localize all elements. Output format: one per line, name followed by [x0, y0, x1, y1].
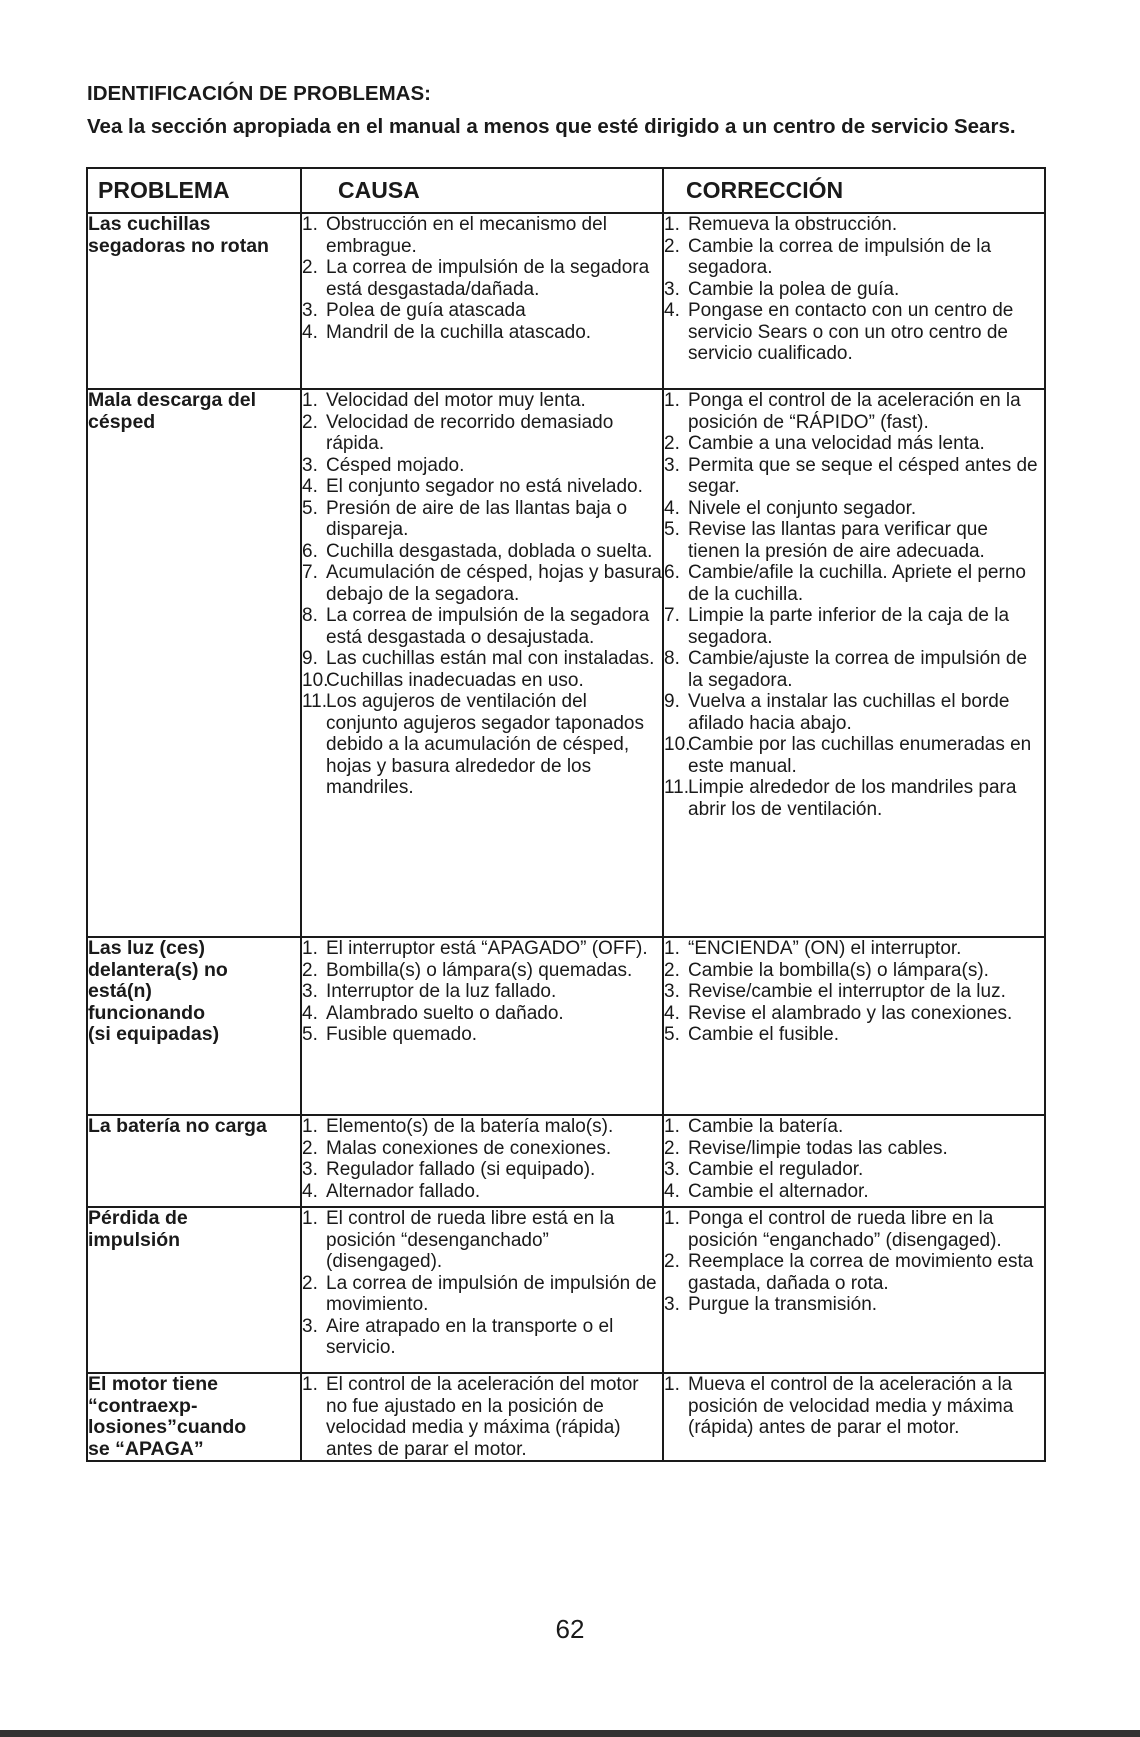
item-text: Cambie el fusible. — [688, 1024, 840, 1045]
item-text: Cambie la batería. — [688, 1116, 844, 1137]
correction-cell — [663, 213, 1045, 389]
correction-item — [664, 938, 1044, 960]
item-number: 3. — [302, 454, 318, 476]
item-text: Cuchilla desgastada, doblada o suelta. — [326, 540, 653, 562]
page-number: 62 — [555, 1614, 585, 1644]
item-text: Vuelva a instalar las cuchillas el borde afilado hacia abajo. — [688, 691, 1010, 734]
cause-item — [302, 1116, 662, 1138]
correction-cell — [663, 1207, 1045, 1373]
item-number: 7. — [302, 562, 318, 583]
cause-item — [302, 390, 662, 412]
item-number: 1. — [664, 214, 680, 235]
item-text: Reemplace la correa de movimiento esta gastada, dañada o rota. — [688, 1251, 1034, 1294]
item-text: Purgue la transmisión. — [688, 1294, 878, 1315]
item-text: La correa de impulsión de la segadora está desgastada/dañada. — [326, 257, 650, 300]
column-header-correction: CORRECCIÓN — [663, 168, 1045, 213]
cause-cell — [301, 1373, 663, 1461]
item-text: Velocidad del motor muy lenta. — [326, 390, 586, 411]
cause-cell — [301, 1207, 663, 1373]
correction-item — [664, 236, 1044, 279]
problem-line: (si equipadas) — [88, 1023, 220, 1045]
table-row — [87, 1115, 1045, 1207]
item-number: 1. — [302, 1116, 318, 1137]
cause-item — [302, 322, 662, 344]
problem-cell — [87, 213, 301, 389]
item-number: 3. — [664, 1159, 680, 1180]
item-number: 1. — [302, 1374, 318, 1395]
problem-cell — [87, 1373, 301, 1461]
item-number: 5. — [664, 519, 680, 540]
item-text: El control de rueda libre está en la posición “desenganchado” (disengaged). — [326, 1208, 615, 1272]
item-number: 1. — [664, 1116, 680, 1137]
item-number: 3. — [302, 981, 318, 1002]
cause-item — [302, 648, 662, 670]
item-text: El interruptor está “APAGADO” (OFF). — [326, 938, 648, 959]
item-number: 1. — [302, 214, 318, 235]
item-text: Cuchillas inadecuadas en uso. — [326, 669, 584, 691]
item-number: 10. — [664, 734, 691, 755]
correction-item — [664, 1181, 1044, 1203]
item-text: Alambrado suelto o dañado. — [326, 1002, 564, 1024]
cause-cell — [301, 1115, 663, 1207]
problem-cell — [87, 389, 301, 937]
item-number: 2. — [664, 959, 680, 981]
item-text: Revise las llantas para verificar que tienen la presión de aire adecuada. — [688, 519, 988, 562]
item-number: 3. — [664, 278, 680, 300]
item-number: 1. — [302, 938, 318, 959]
problem-cell — [87, 937, 301, 1115]
cause-item — [302, 1003, 662, 1025]
item-text: Alternador fallado. — [326, 1180, 481, 1202]
correction-item — [664, 960, 1044, 982]
cause-item — [302, 960, 662, 982]
item-text: La correa de impulsión de impulsión de movimiento. — [326, 1272, 657, 1315]
cause-item — [302, 476, 662, 498]
cause-item — [302, 541, 662, 563]
correction-item — [664, 214, 1044, 236]
cause-item — [302, 214, 662, 257]
item-number: 1. — [302, 1208, 318, 1229]
item-text: Limpie alrededor de los mandriles para abrir los de ventilación. — [688, 777, 1017, 820]
item-number: 2. — [302, 257, 318, 278]
cause-item — [302, 670, 662, 692]
correction-item — [664, 300, 1044, 365]
item-number: 8. — [302, 605, 318, 626]
problem-line: se “APAGA” — [88, 1437, 204, 1460]
page-heading: IDENTIFICACIÓN DE PROBLEMAS: — [87, 82, 431, 105]
cause-item — [302, 981, 662, 1003]
item-text: Cambie a una velocidad más lenta. — [688, 433, 985, 454]
correction-item — [664, 1116, 1044, 1138]
item-number: 7. — [664, 605, 680, 626]
item-number: 5. — [664, 1024, 680, 1045]
cause-item — [302, 1024, 662, 1046]
item-number: 6. — [302, 540, 318, 562]
item-number: 5. — [302, 1024, 318, 1045]
item-number: 3. — [302, 300, 318, 321]
correction-item — [664, 605, 1044, 648]
table-row — [87, 213, 1045, 389]
cause-cell — [301, 213, 663, 389]
item-text: Nivele el conjunto segador. — [688, 497, 917, 519]
item-number: 2. — [664, 1251, 680, 1272]
table-header-row — [87, 168, 1045, 213]
correction-item — [664, 1208, 1044, 1251]
cause-item — [302, 1138, 662, 1160]
cause-item — [302, 257, 662, 300]
item-number: 2. — [664, 235, 680, 257]
correction-item — [664, 498, 1044, 520]
problem-line: segadoras no rotan — [88, 234, 269, 257]
correction-item — [664, 1024, 1044, 1046]
page-subheading: Vea la sección apropiada en el manual a menos que esté dirigido a un centro de servicio Sears. — [87, 115, 1016, 138]
item-number: 1. — [664, 938, 680, 959]
item-number: 3. — [664, 1294, 680, 1315]
table-row — [87, 1373, 1045, 1461]
item-number: 1. — [664, 390, 680, 411]
item-text: Ponga el control de rueda libre en la posición “enganchado” (disengaged). — [688, 1208, 1002, 1251]
table-row — [87, 937, 1045, 1115]
item-text: Revise/cambie el interruptor de la luz. — [688, 981, 1006, 1002]
item-number: 4. — [664, 300, 680, 321]
item-text: Elemento(s) de la batería malo(s). — [326, 1116, 614, 1137]
correction-item — [664, 1374, 1044, 1439]
cause-cell — [301, 389, 663, 937]
problem-line: Las luz (ces) — [88, 937, 206, 959]
item-text: Malas conexiones de conexiones. — [326, 1137, 612, 1159]
item-text: Ponga el control de la aceleración en la posición de “RÁPIDO” (fast). — [688, 390, 1021, 433]
table-row — [87, 389, 1045, 937]
correction-cell — [663, 937, 1045, 1115]
item-text: Césped mojado. — [326, 454, 465, 476]
troubleshooting-table — [86, 167, 1046, 1462]
item-number: 4. — [664, 1180, 680, 1202]
item-text: Polea de guía atascada — [326, 300, 526, 321]
correction-item — [664, 1251, 1044, 1294]
item-number: 11. — [664, 777, 690, 798]
item-number: 6. — [664, 562, 680, 583]
item-text: Limpie la parte inferior de la caja de la segadora. — [688, 605, 1010, 648]
item-text: Revise/limpie todas las cables. — [688, 1137, 948, 1159]
problem-line: impulsión — [88, 1228, 181, 1251]
cause-item — [302, 1374, 662, 1460]
correction-item — [664, 562, 1044, 605]
item-number: 4. — [664, 1002, 680, 1024]
correction-cell — [663, 1115, 1045, 1207]
cause-item — [302, 498, 662, 541]
item-number: 8. — [664, 648, 680, 669]
item-text: Mueva el control de la aceleración a la posición de velocidad media y máxima (rápida) antes de parar el motor. — [688, 1374, 1014, 1438]
item-text: Acumulación de césped, hojas y basura debajo de la segadora. — [326, 562, 662, 605]
column-header-cause: CAUSA — [301, 168, 663, 213]
table-row — [87, 1207, 1045, 1373]
item-number: 9. — [302, 648, 318, 669]
item-number: 2. — [302, 411, 318, 433]
problem-line: El motor tiene — [88, 1373, 219, 1395]
item-number: 5. — [302, 497, 318, 519]
item-text: Aire atrapado en la transporte o el servicio. — [326, 1315, 614, 1358]
correction-item — [664, 734, 1044, 777]
item-number: 1. — [302, 390, 318, 411]
item-number: 2. — [664, 433, 680, 454]
problem-line: losiones”cuando — [88, 1416, 247, 1438]
bottom-rule — [0, 1730, 1140, 1737]
cause-item — [302, 1159, 662, 1181]
column-header-problem: PROBLEMA — [87, 168, 301, 213]
cause-cell — [301, 937, 663, 1115]
cause-item — [302, 938, 662, 960]
correction-item — [664, 1159, 1044, 1181]
item-number: 11. — [302, 691, 328, 712]
item-number: 2. — [302, 1137, 318, 1159]
item-text: Los agujeros de ventilación del conjunto agujeros segador taponados debido a la acumulación de césped, hojas y basura alrededor de los mandriles. — [326, 691, 644, 798]
problem-cell — [87, 1207, 301, 1373]
item-number: 10. — [302, 669, 329, 691]
item-number: 3. — [664, 981, 680, 1002]
item-text: Presión de aire de las llantas baja o dispareja. — [326, 497, 628, 540]
cause-item — [302, 1208, 662, 1273]
problem-line: La batería no carga — [88, 1115, 267, 1137]
problem-cell — [87, 1115, 301, 1207]
item-text: Velocidad de recorrido demasiado rápida. — [326, 411, 614, 454]
correction-item — [664, 433, 1044, 455]
correction-item — [664, 1138, 1044, 1160]
item-number: 1. — [664, 1208, 680, 1229]
item-number: 1. — [664, 1374, 680, 1395]
problem-line: está(n) — [88, 980, 152, 1002]
item-text: El conjunto segador no está nivelado. — [326, 476, 643, 497]
item-text: Bombilla(s) o lámpara(s) quemadas. — [326, 959, 633, 981]
item-number: 3. — [302, 1159, 318, 1180]
cause-item — [302, 455, 662, 477]
item-text: Cambie el regulador. — [688, 1159, 864, 1180]
cause-item — [302, 605, 662, 648]
cause-item — [302, 562, 662, 605]
item-text: Interruptor de la luz fallado. — [326, 981, 557, 1002]
item-text: Obstrucción en el mecanismo del embrague. — [326, 214, 607, 257]
problem-line: delantera(s) no — [88, 958, 228, 981]
problem-line: “contraexp- — [88, 1394, 198, 1417]
item-number: 4. — [664, 497, 680, 519]
item-number: 4. — [302, 1180, 318, 1202]
item-text: Cambie la bombilla(s) o lámpara(s). — [688, 959, 989, 981]
problem-line: Mala descarga del — [88, 389, 256, 411]
item-number: 4. — [302, 1002, 318, 1024]
correction-cell — [663, 389, 1045, 937]
item-text: Pongase en contacto con un centro de servicio Sears o con un otro centro de servicio cualificado. — [688, 300, 1014, 364]
item-number: 3. — [302, 1315, 318, 1337]
item-text: Cambie/afile la cuchilla. Apriete el perno de la cuchilla. — [688, 562, 1026, 605]
cause-item — [302, 691, 662, 799]
correction-item — [664, 455, 1044, 498]
item-text: Remueva la obstrucción. — [688, 214, 898, 235]
cause-item — [302, 1316, 662, 1359]
cause-item — [302, 1181, 662, 1203]
item-text: Mandril de la cuchilla atascado. — [326, 321, 592, 343]
item-text: Permita que se seque el césped antes de segar. — [688, 454, 1038, 497]
item-number: 2. — [302, 1272, 318, 1294]
item-text: Fusible quemado. — [326, 1024, 478, 1045]
problem-line: funcionando — [88, 1001, 205, 1024]
cause-item — [302, 300, 662, 322]
correction-item — [664, 390, 1044, 433]
item-text: El control de la aceleración del motor no fue ajustado en la posición de velocidad media y máxima (rápida) antes de parar el motor. — [326, 1374, 639, 1460]
problem-line: césped — [88, 410, 156, 433]
correction-item — [664, 1003, 1044, 1025]
correction-item — [664, 691, 1044, 734]
item-text: “ENCIENDA” (ON) el interruptor. — [688, 938, 962, 959]
item-number: 3. — [664, 454, 680, 476]
item-text: Regulador fallado (si equipado). — [326, 1159, 596, 1180]
item-number: 4. — [302, 321, 318, 343]
correction-item — [664, 279, 1044, 301]
problem-line: Pérdida de — [88, 1207, 188, 1229]
cause-item — [302, 412, 662, 455]
item-text: Cambie la correa de impulsión de la segadora. — [688, 235, 992, 278]
correction-item — [664, 519, 1044, 562]
item-number: 9. — [664, 691, 680, 712]
item-text: Revise el alambrado y las conexiones. — [688, 1002, 1013, 1024]
item-number: 4. — [302, 476, 318, 497]
correction-cell — [663, 1373, 1045, 1461]
problem-line: Las cuchillas — [88, 213, 211, 235]
item-text: Cambie/ajuste la correa de impulsión de la segadora. — [688, 648, 1028, 691]
cause-item — [302, 1273, 662, 1316]
correction-item — [664, 1294, 1044, 1316]
item-text: La correa de impulsión de la segadora está desgastada o desajustada. — [326, 605, 650, 648]
correction-item — [664, 981, 1044, 1003]
item-text: Cambie la polea de guía. — [688, 278, 900, 300]
item-text: Cambie por las cuchillas enumeradas en este manual. — [688, 734, 1032, 777]
item-text: Cambie el alternador. — [688, 1180, 869, 1202]
correction-item — [664, 648, 1044, 691]
item-text: Las cuchillas están mal con instaladas. — [326, 648, 655, 669]
item-number: 2. — [302, 959, 318, 981]
item-number: 2. — [664, 1137, 680, 1159]
correction-item — [664, 777, 1044, 820]
